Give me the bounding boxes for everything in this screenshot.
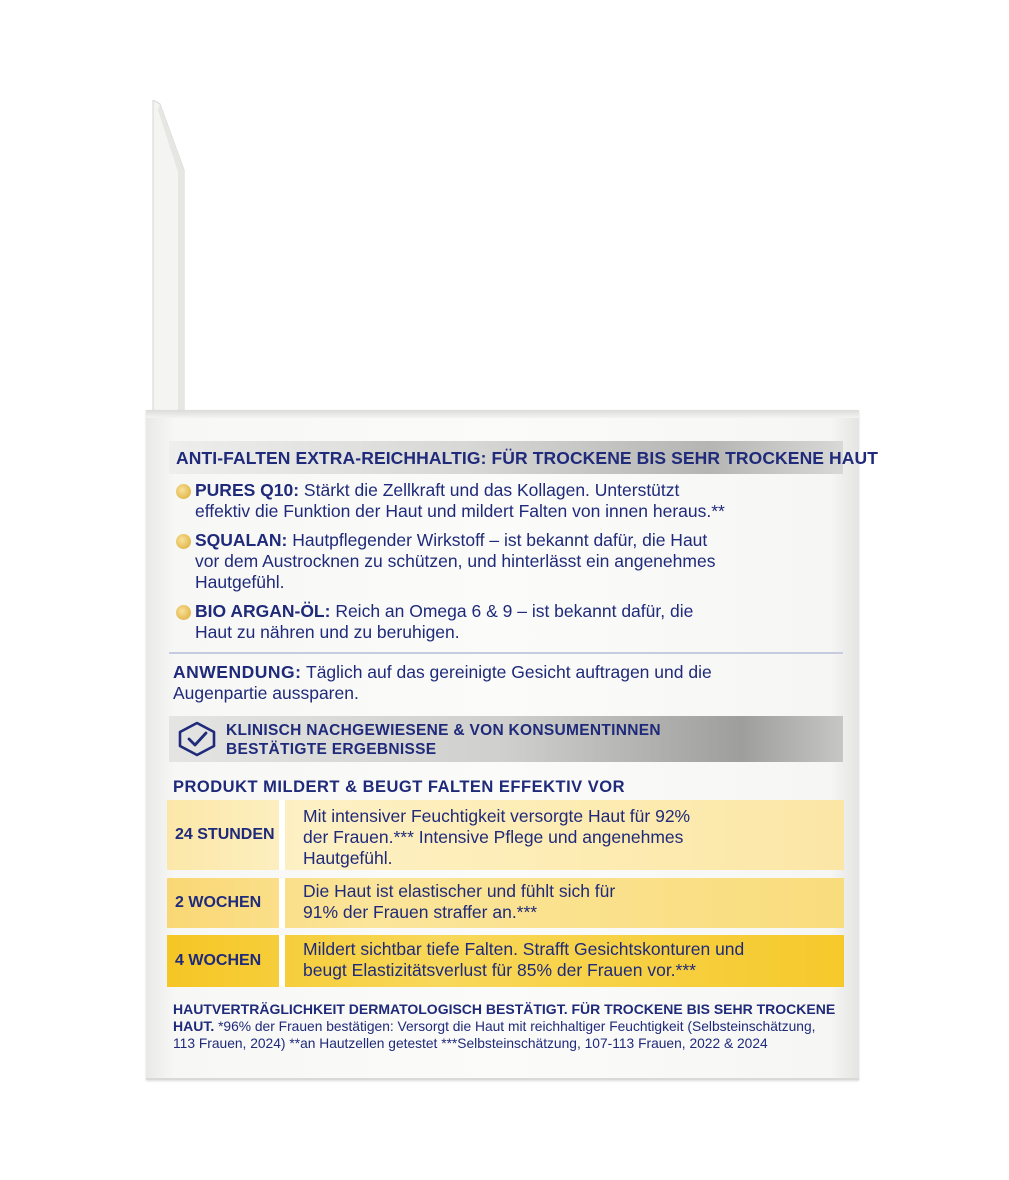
result-line: Die Haut ist elastischer und fühlt sich für <box>303 881 616 901</box>
ingredient-text: Stärkt die Zellkraft und das Kollagen. Unterstützt <box>299 480 680 500</box>
ingredient-text: vor dem Austrocknen zu schützen, und hinterlässt ein angenehmes <box>195 551 716 571</box>
clinical-proof-text <box>226 721 661 759</box>
result-period: 24 STUNDEN <box>175 826 275 843</box>
ingredient-q10 <box>195 480 835 522</box>
ingredient-text: Hautpflegender Wirkstoff – ist bekannt dafür, die Haut <box>287 530 708 550</box>
result-row-24h <box>167 800 844 870</box>
gold-bullet-icon <box>176 605 191 620</box>
result-line: Mit intensiver Feuchtigkeit versorgte Haut für 92% <box>303 806 691 826</box>
footnote-text: *96% der Frauen bestätigen: Versorgt die Haut mit reichhaltiger Feuchtigkeit (Selbsteinschätzung, <box>214 1019 816 1034</box>
usage-text: Augenpartie aussparen. <box>173 683 359 703</box>
usage-instructions <box>173 662 833 704</box>
gold-bullet-icon <box>176 484 191 499</box>
ingredient-squalan <box>195 530 835 593</box>
result-line: der Frauen.*** Intensive Pflege und angenehmes <box>303 827 684 847</box>
banner-title: ANTI-FALTEN EXTRA-REICHHALTIG: FÜR TROCKENE BIS SEHR TROCKENE HAUT <box>176 448 879 468</box>
ingredient-name: PURES Q10: <box>195 480 300 500</box>
result-line: beugt Elastizitätsverlust für 85% der Frauen vor.*** <box>303 960 696 980</box>
result-period: 4 WOCHEN <box>175 952 262 969</box>
footnotes <box>173 1001 838 1052</box>
ingredient-name: BIO ARGAN-ÖL: <box>195 601 331 621</box>
shield-check-icon <box>177 721 217 757</box>
ingredient-name: SQUALAN: <box>195 530 288 550</box>
footnote-bold: HAUTVERTRÄGLICHKEIT DERMATOLOGISCH BESTÄTIGT. FÜR TROCKENE BIS SEHR TROCKENE <box>173 1001 836 1017</box>
box-lid-flap <box>150 100 186 412</box>
clinical-line: KLINISCH NACHGEWIESENE & VON KONSUMENTINNEN <box>226 722 661 739</box>
title-banner <box>169 441 879 474</box>
result-period: 2 WOCHEN <box>175 894 262 911</box>
result-description <box>285 935 844 987</box>
divider <box>169 652 843 654</box>
results-heading: PRODUKT MILDERT & BEUGT FALTEN EFFEKTIV VOR <box>173 778 626 796</box>
result-row-2w <box>167 878 844 928</box>
result-line: Hautgefühl. <box>303 848 393 868</box>
usage-text: Täglich auf das gereinigte Gesicht auftragen und die <box>301 662 712 682</box>
result-line: 91% der Frauen straffer an.*** <box>303 902 538 922</box>
ingredient-argan <box>195 601 835 643</box>
result-description <box>285 878 844 928</box>
footnote-text: 113 Frauen, 2024) **an Hautzellen getestet ***Selbsteinschätzung, 107-113 Frauen, 2022 & 2024 <box>173 1036 768 1051</box>
ingredient-text: effektiv die Funktion der Haut und mildert Falten von innen heraus.** <box>195 501 725 521</box>
result-row-4w <box>167 935 844 987</box>
result-description <box>285 800 844 870</box>
footnote-bold: HAUT. <box>173 1018 215 1034</box>
clinical-proof-banner <box>169 716 843 762</box>
clinical-line: BESTÄTIGTE ERGEBNISSE <box>226 741 437 758</box>
usage-label: ANWENDUNG: <box>173 662 302 682</box>
ingredient-text: Haut zu nähren und zu beruhigen. <box>195 622 460 642</box>
result-line: Mildert sichtbar tiefe Falten. Strafft Gesichtskonturen und <box>303 939 745 959</box>
gold-bullet-icon <box>176 534 191 549</box>
ingredient-text: Reich an Omega 6 & 9 – ist bekannt dafür, die <box>330 601 694 621</box>
ingredient-text: Hautgefühl. <box>195 572 285 592</box>
